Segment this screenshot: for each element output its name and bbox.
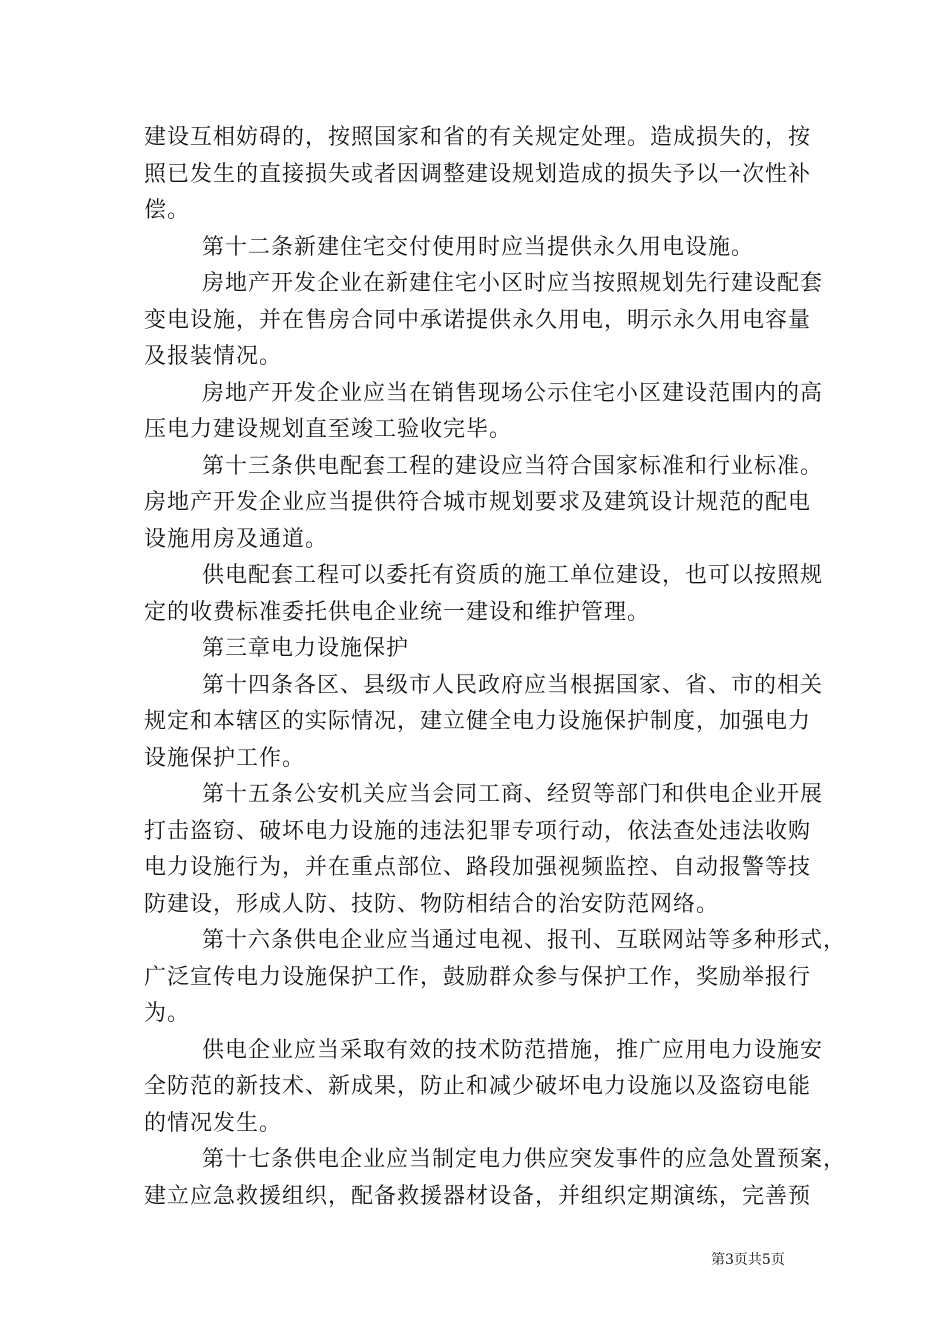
text-line: 的情况发生。 xyxy=(144,1110,283,1136)
text-line: 建设互相妨碍的，按照国家和省的有关规定处理。造成损失的，按 xyxy=(144,125,812,150)
text-line: 供电企业应当采取有效的技术防范措施，推广应用电力设施安 xyxy=(202,1037,824,1063)
text-line: 供电配套工程可以委托有资质的施工单位建设，也可以按照规 xyxy=(202,563,824,588)
text-line: 压电力建设规划直至竣工验收完毕。 xyxy=(144,417,513,442)
text-line: 电力设施行为，并在重点部位、路段加强视频监控、自动报警等技 xyxy=(144,855,812,880)
text-line: 规定和本辖区的实际情况，建立健全电力设施保护制度，加强电力 xyxy=(144,709,812,734)
body-text xyxy=(144,120,847,1215)
page-number: 第3页共5页 xyxy=(711,1252,785,1268)
chapter-heading: 第三章电力设施保护 xyxy=(202,636,410,661)
text-line: 定的收费标准委托供电企业统一建设和维护管理。 xyxy=(144,599,651,625)
text-line: 设施用房及通道。 xyxy=(144,526,329,552)
text-line: 房地产开发企业应当在销售现场公示住宅小区建设范围内的高 xyxy=(202,380,824,406)
text-line: 第十七条供电企业应当制定电力供应突发事件的应急处置预案， xyxy=(202,1147,847,1172)
text-line: 设施保护工作。 xyxy=(144,745,306,771)
text-line: 防建设，形成人防、技防、物防相结合的治安防范网络。 xyxy=(144,891,720,917)
text-line: 第十四条各区、县级市人民政府应当根据国家、省、市的相关 xyxy=(202,672,824,698)
text-line: 全防范的新技术、新成果，防止和减少破坏电力设施以及盗窃电能 xyxy=(144,1074,812,1099)
text-line: 第十二条新建住宅交付使用时应当提供永久用电设施。 xyxy=(202,234,755,260)
text-line: 房地产开发企业应当提供符合城市规划要求及建筑设计规范的配电 xyxy=(144,490,812,515)
text-line: 照已发生的直接损失或者因调整建设规划造成的损失予以一次性补 xyxy=(144,161,812,187)
text-line: 第十六条供电企业应当通过电视、报刊、互联网站等多种形式， xyxy=(202,928,847,953)
text-line: 偿。 xyxy=(144,198,191,223)
text-line: 第十五条公安机关应当会同工商、经贸等部门和供电企业开展 xyxy=(202,782,824,807)
text-line: 房地产开发企业在新建住宅小区时应当按照规划先行建设配套 xyxy=(202,271,824,296)
text-line: 广泛宣传电力设施保护工作，鼓励群众参与保护工作，奖励举报行 xyxy=(144,964,812,990)
text-line: 第十三条供电配套工程的建设应当符合国家标准和行业标准。 xyxy=(202,453,824,479)
text-line: 建立应急救援组织，配备救援器材设备，并组织定期演练，完善预 xyxy=(144,1183,812,1209)
text-line: 为。 xyxy=(144,1001,191,1026)
text-line: 及报装情况。 xyxy=(144,344,283,369)
text-line: 打击盗窃、破坏电力设施的违法犯罪专项行动，依法查处违法收购 xyxy=(144,818,812,844)
text-line: 变电设施，并在售房合同中承诺提供永久用电，明示永久用电容量 xyxy=(144,307,812,333)
